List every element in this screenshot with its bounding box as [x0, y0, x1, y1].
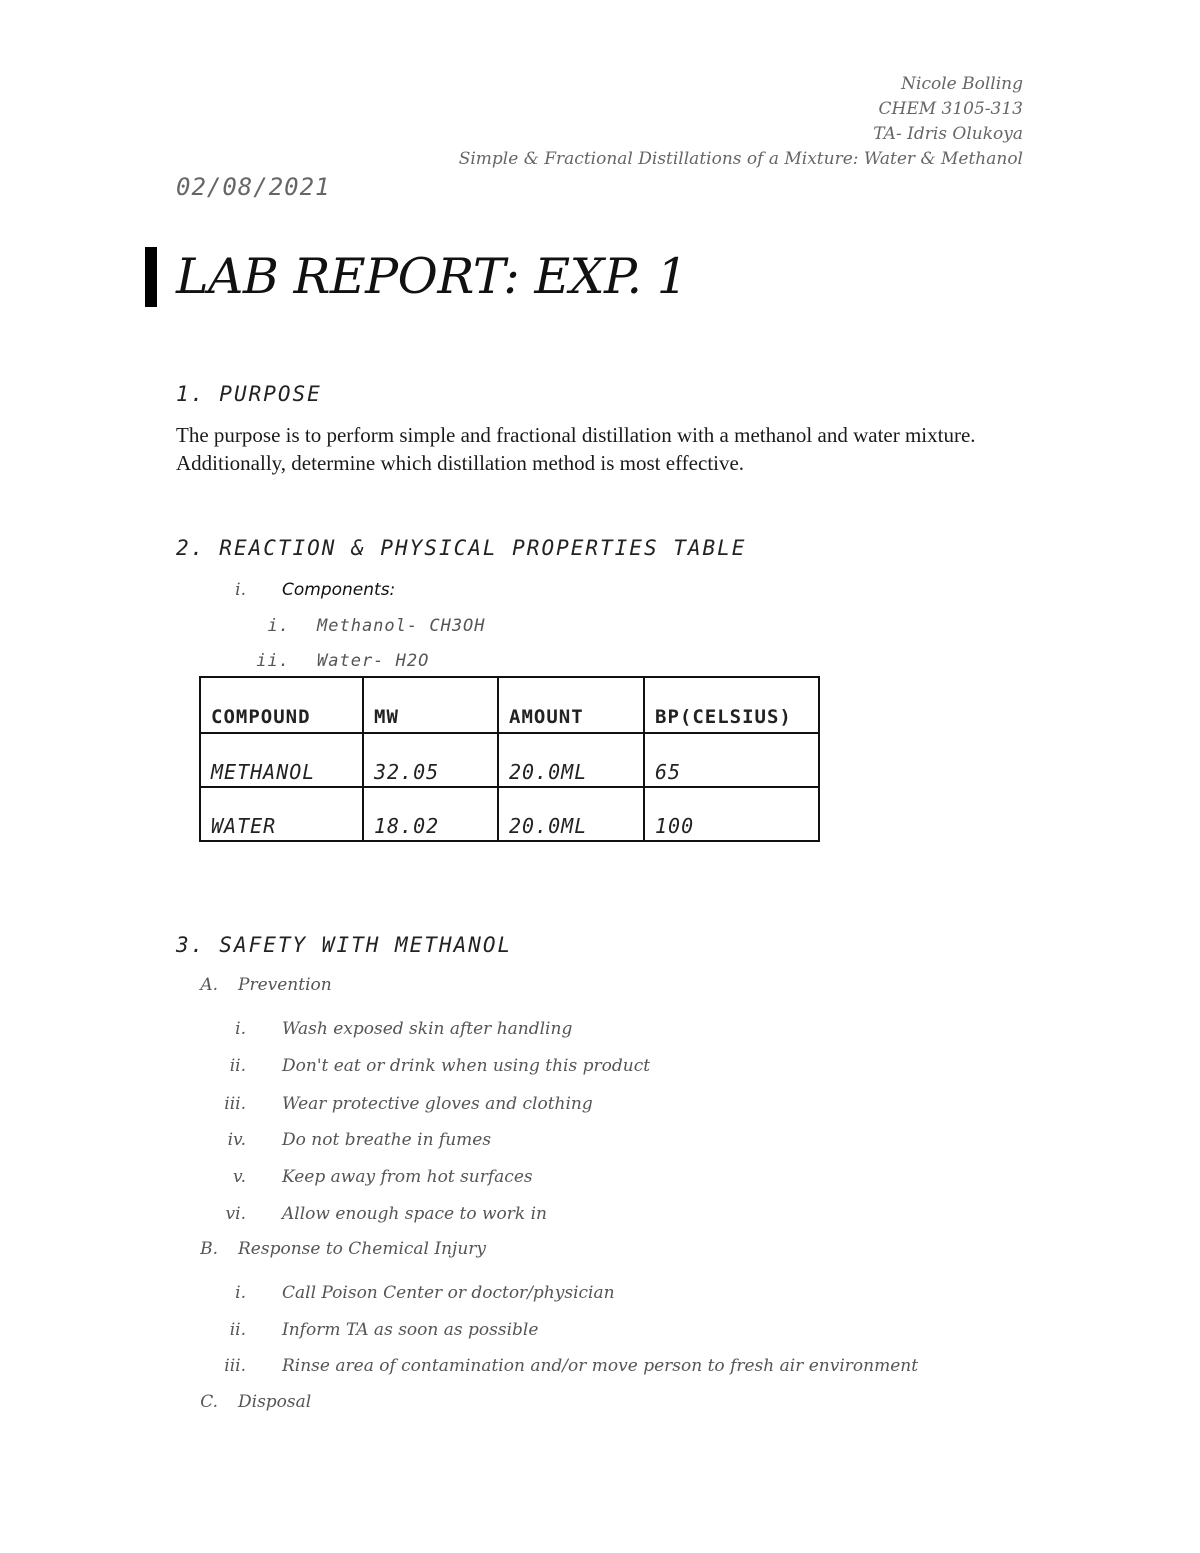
list-marker: B.	[200, 1239, 218, 1259]
table-header-cell: BP(CELSIUS)	[644, 677, 819, 733]
list-item-text: Rinse area of contamination and/or move person to fresh air environment	[282, 1356, 919, 1376]
properties-table	[199, 676, 820, 842]
list-marker: i.	[235, 1019, 246, 1039]
list-item-text: Wash exposed skin after handling	[282, 1019, 573, 1039]
list-marker: iii.	[224, 1356, 246, 1376]
table-cell: 32.05	[363, 733, 498, 787]
section-heading-safety	[176, 933, 512, 957]
table-header-cell: AMOUNT	[498, 677, 644, 733]
components-label: Components:	[282, 580, 396, 600]
list-marker: ii.	[229, 1320, 246, 1340]
list-marker: ii.	[229, 1056, 246, 1076]
table-cell: 20.0ML	[498, 733, 644, 787]
list-marker: iii.	[224, 1094, 246, 1114]
section-number: 3.	[176, 933, 206, 957]
ta-name: TA- Idris Olukoya	[873, 124, 1023, 144]
list-marker: i.	[235, 1283, 246, 1303]
list-item-text: Inform TA as soon as possible	[282, 1320, 539, 1340]
list-marker: A.	[200, 975, 218, 995]
table-cell: 20.0ML	[498, 787, 644, 841]
table-row	[200, 733, 819, 787]
table-cell: 100	[644, 787, 819, 841]
list-item-text: Do not breathe in fumes	[282, 1130, 492, 1150]
section-title: PURPOSE	[219, 382, 322, 406]
section-number: 1.	[176, 382, 206, 406]
list-item-text: Call Poison Center or doctor/physician	[282, 1283, 615, 1303]
table-header-cell: MW	[363, 677, 498, 733]
table-row	[200, 787, 819, 841]
list-marker: i.	[235, 580, 246, 600]
section-title: SAFETY WITH METHANOL	[219, 933, 513, 957]
section-number: 2.	[176, 536, 206, 560]
section-title: REACTION & PHYSICAL PROPERTIES TABLE	[219, 536, 747, 560]
subsection-label: Prevention	[238, 975, 332, 995]
section-heading-purpose	[176, 382, 322, 406]
experiment-title: Simple & Fractional Distillations of a Mixture: Water & Methanol	[458, 149, 1023, 169]
table-cell: WATER	[200, 787, 363, 841]
list-marker: C.	[200, 1392, 218, 1412]
table-header-row	[200, 677, 819, 733]
author-name: Nicole Bolling	[901, 74, 1023, 94]
header-block	[459, 72, 1023, 172]
table-cell: 18.02	[363, 787, 498, 841]
component-text: Methanol- CH3OH	[317, 616, 486, 636]
table-cell: 65	[644, 733, 819, 787]
section-heading-reaction	[176, 536, 746, 560]
list-item-text: Keep away from hot surfaces	[282, 1167, 533, 1187]
list-marker: ii.	[256, 651, 290, 671]
subsection-label: Response to Chemical Injury	[238, 1239, 486, 1259]
list-marker: vi.	[225, 1204, 246, 1224]
title-accent-bar	[145, 247, 157, 307]
table-header-cell: COMPOUND	[200, 677, 363, 733]
list-marker: v.	[233, 1167, 246, 1187]
list-item-text: Allow enough space to work in	[282, 1204, 547, 1224]
list-marker: i.	[267, 616, 290, 636]
purpose-text: The purpose is to perform simple and fractional distillation with a methanol and water mixture. Additionally, determine which distillation method is most effective.	[176, 423, 976, 475]
page-title: LAB REPORT: EXP. 1	[176, 248, 688, 305]
table-cell: METHANOL	[200, 733, 363, 787]
list-item-text: Wear protective gloves and clothing	[282, 1094, 593, 1114]
course-code: CHEM 3105-313	[878, 99, 1023, 119]
component-text: Water- H2O	[317, 651, 430, 671]
subsection-label: Disposal	[238, 1392, 312, 1412]
list-marker: iv.	[227, 1130, 246, 1150]
report-date: 02/08/2021	[176, 173, 331, 201]
list-item-text: Don't eat or drink when using this product	[282, 1056, 651, 1076]
